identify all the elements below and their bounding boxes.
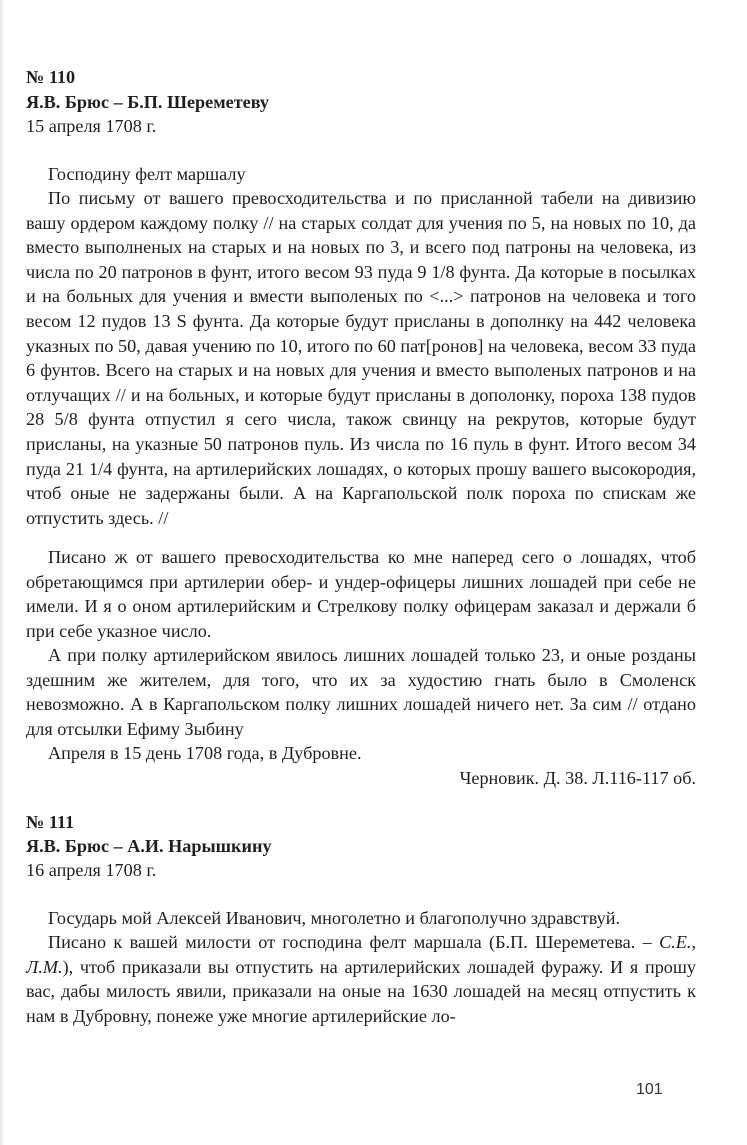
document-heading: Я.В. Брюс – Б.П. Шереметеву bbox=[26, 92, 270, 112]
letter-paragraph: По письму от вашего превосходительства и по присланной табели на дивизию вашу ордером каждому полку // на старых солдат для учения по 5, на новых по 10, да вместо выполненых на старых и на новых по 3, и всего под патроны на человека, из числа по 20 патронов в фунт, итого весом 93 пуда 9 1/8 фунта. Да которые в посылках и на больных для учения и вмести выполеных по <...> патронов на человека и того весом 12 пудов 13 S фунта. Да которые будут присланы в дополнку на 442 человека указных по 50, давая учению по 10, итого по 60 пат[ронов] на человека, весом 33 пуда 6 фунтов. Всего на старых и на новых для учения и вместо выполеных патронов и на отлучащих // и на больных, и которые будут присланы в дополонку, пороха 138 пудов 28 5/8 фунта отпустил я сего числа, також свинцу на рекрутов, которые будут присланы, на указные 50 патронов пуль. Из числа по 16 пуль в фунт. Итого весом 34 пуда 21 1/4 фунта, на артилерийских лошадях, о которых прошу вашего высокородия, чтоб оные не задержаны были. А на Каргапольской полк пороха по спискам же отпустить здесь. // bbox=[26, 188, 696, 528]
letter-paragraph: А при полку артилерийском явилось лишних лошадей только 23, и оные розданы здешним же жителем, для того, что их за худостию гнать было в Смоленск невозможно. А в Каргапольском полку лишних лошадей ничего нет. За сим // отдано для отсылки Ефиму Зыбину bbox=[26, 645, 696, 739]
letter-paragraph: Писано ж от вашего превосходительства ко мне напеpед сего о лошадях, чтоб обретающимся при артилерии обер- и ундер-офицеры лишних лошадей при себе не имели. И я о оном артилерийским и Стрелкову полку офицерам заказал и держали б при себе указное число. bbox=[26, 547, 696, 641]
document-heading: Я.В. Брюс – А.И. Нарышкину bbox=[26, 836, 272, 856]
page-number: 101 bbox=[636, 1081, 663, 1098]
editor-initials: С.Е., Л.М. bbox=[26, 932, 696, 977]
page-edge-shadow bbox=[0, 0, 4, 1145]
salutation: Господину фелт маршалу bbox=[48, 164, 246, 184]
document-date: 15 апреля 1708 г. bbox=[26, 116, 157, 136]
letter-closing: Апреля в 15 день 1708 года, в Дубровне. bbox=[48, 743, 362, 763]
letter-paragraph: Писано к вашей милости от господина фелт маршала (Б.П. Шереметева. – С.Е., Л.М.), чтоб приказали вы отпустить на артилерийских лошадей фуражу. И я прошу вас, дабы милость явили, приказали на оные на 1630 лошадей на месяц отпустить к нам в Дубровну, понеже уже многие артилерийские ло- bbox=[26, 932, 696, 1026]
book-page bbox=[26, 0, 696, 1145]
salutation: Государь мой Алексей Иванович, многолетно и благополучно здравствуй. bbox=[48, 908, 621, 928]
document-date: 16 апреля 1708 г. bbox=[26, 860, 157, 880]
document-number: № 111 bbox=[26, 812, 75, 832]
archive-source: Черновик. Д. 38. Л.116-117 об. bbox=[459, 768, 696, 788]
document-number: № 110 bbox=[26, 67, 76, 87]
